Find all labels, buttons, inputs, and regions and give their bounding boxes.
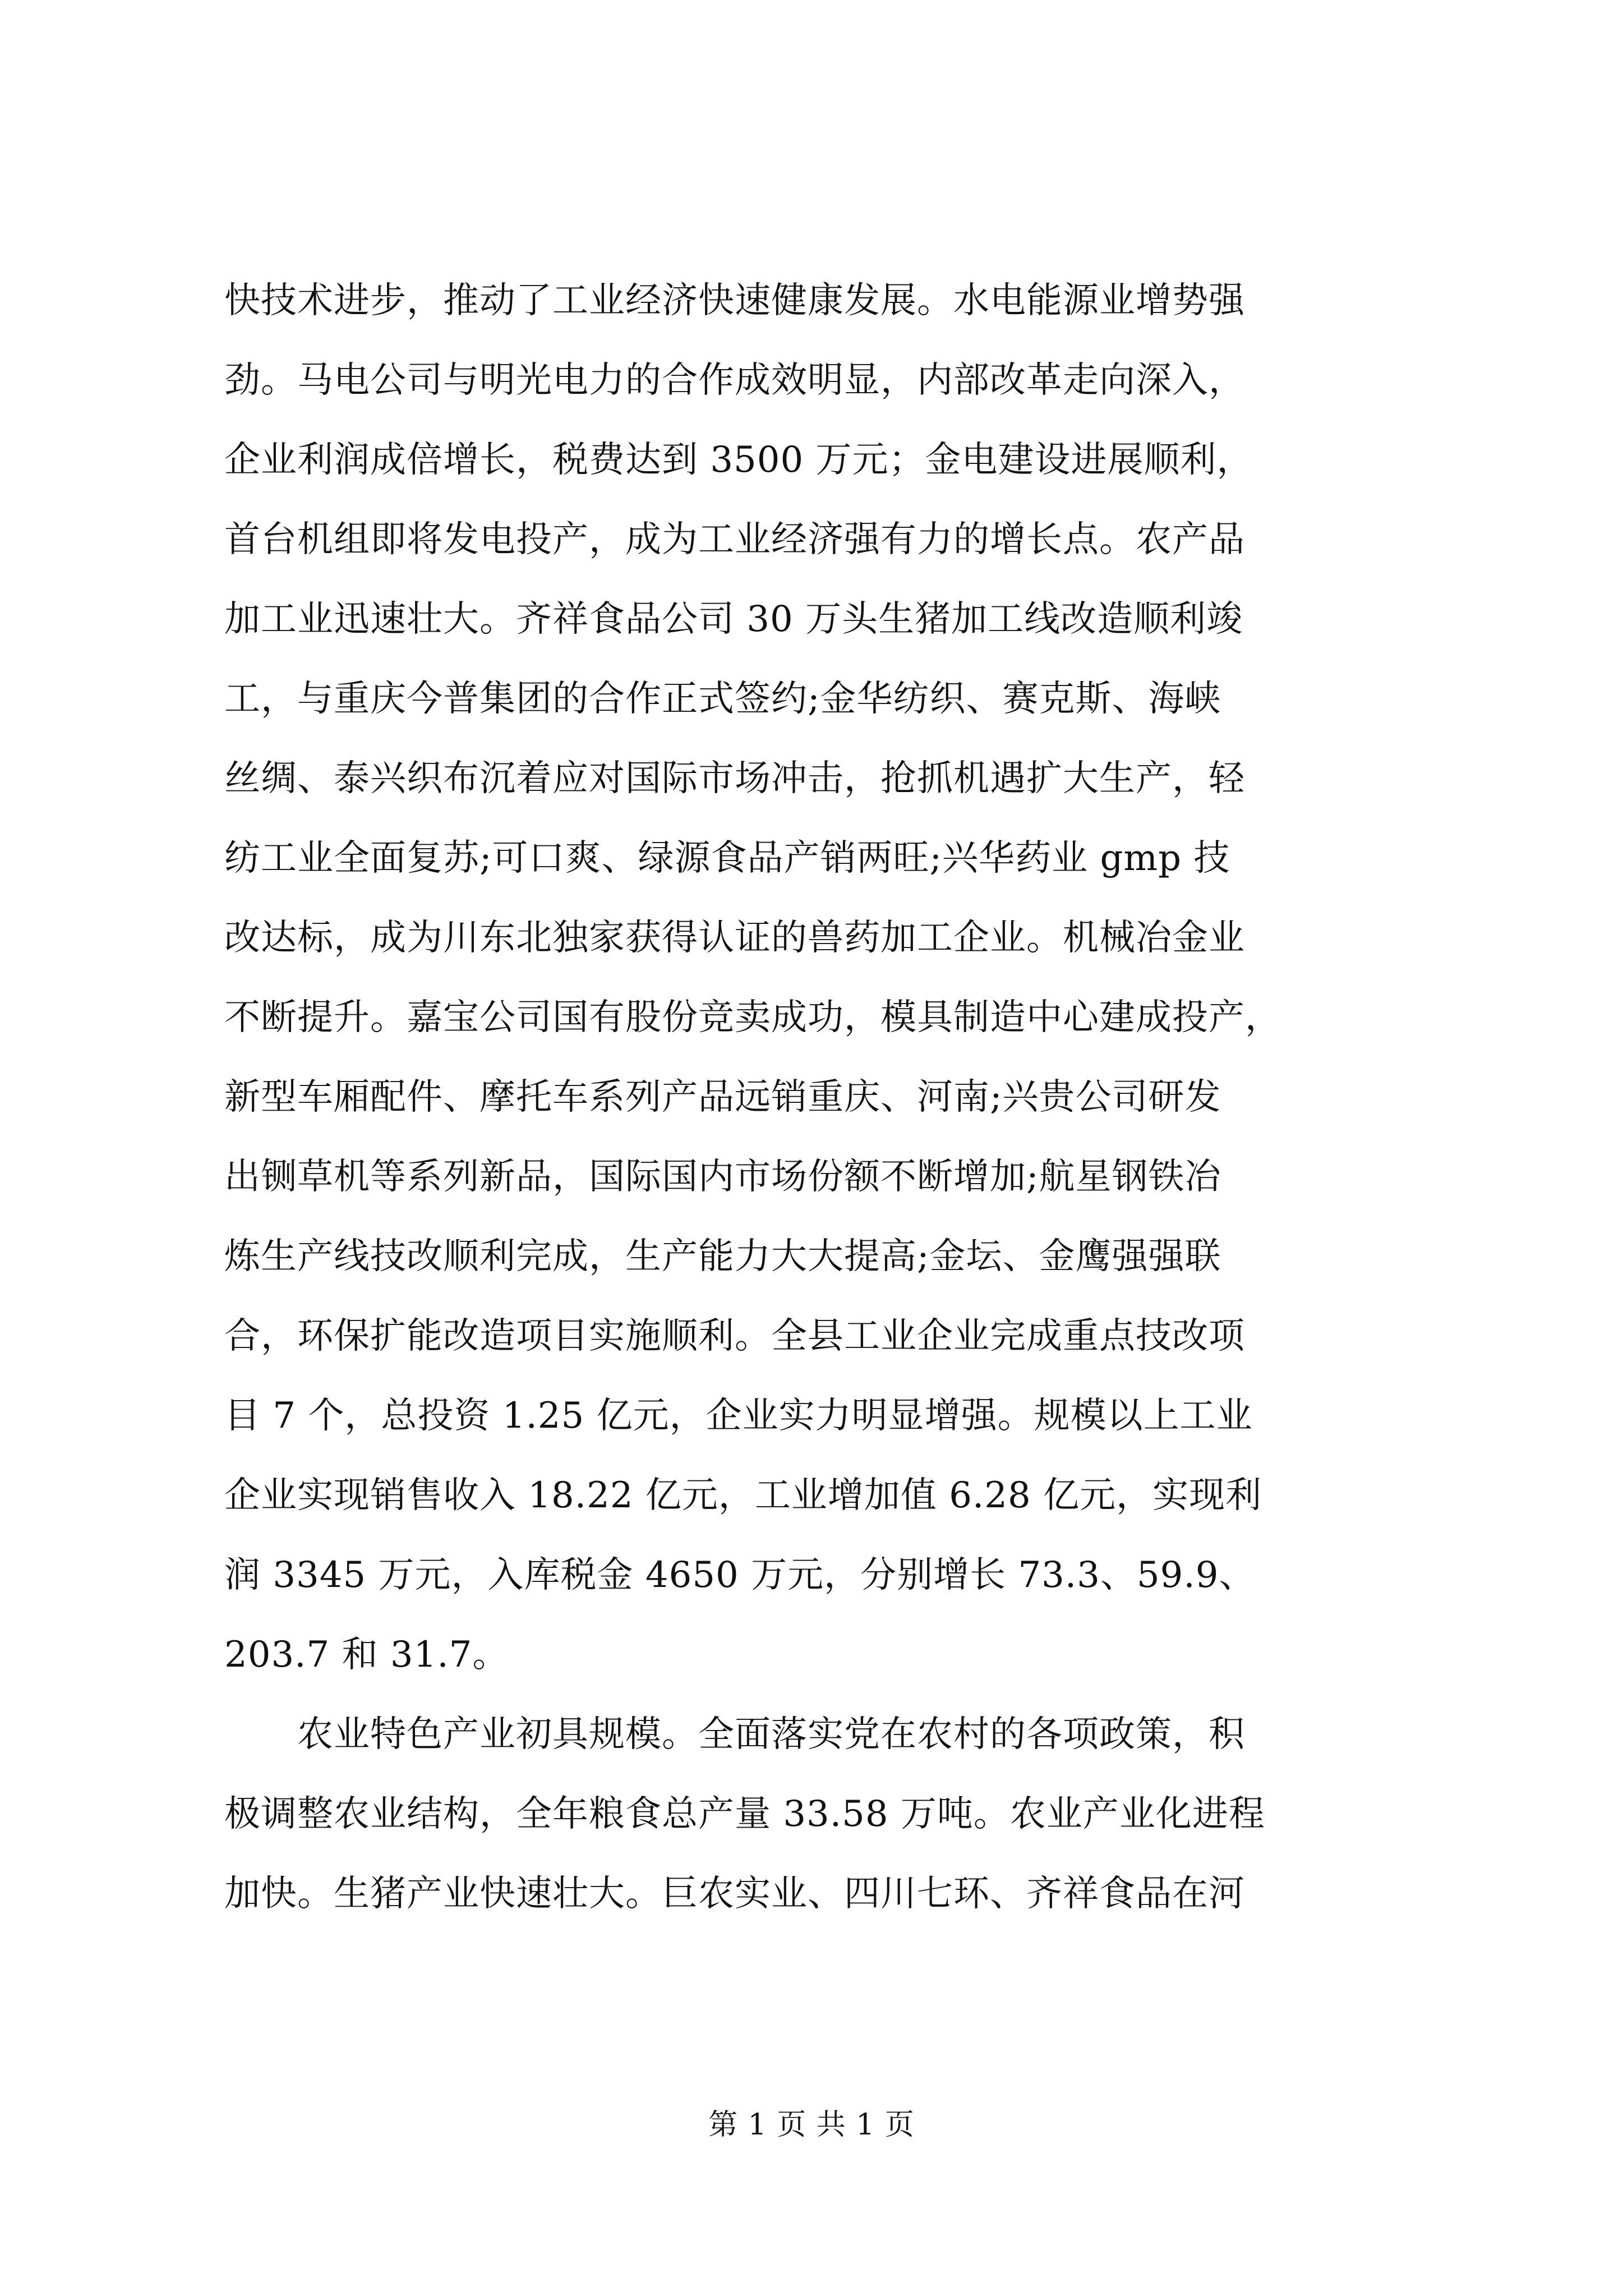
text-line: 劲。马电公司与明光电力的合作成效明显，内部改革走向深入， [224, 360, 1245, 401]
text-line: 纺工业全面复苏;可口爽、绿源食品产销两旺;兴华药业 gmp 技 [224, 838, 1230, 879]
page-footer: 第 1 页 共 1 页 [708, 2108, 915, 2142]
text-line: 加工业迅速壮大。齐祥食品公司 30 万头生猪加工线改造顺利竣 [224, 599, 1243, 640]
text-line: 加快。生猪产业快速壮大。巨农实业、四川七环、齐祥食品在河 [224, 1873, 1245, 1915]
text-line: 企业利润成倍增长，税费达到 3500 万元；金电建设进展顺利， [224, 439, 1253, 481]
text-line: 丝绸、泰兴织布沉着应对国际市场冲击，抢抓机遇扩大生产，轻 [224, 758, 1245, 799]
text-line: 快技术进步，推动了工业经济快速健康发展。水电能源业增势强 [224, 280, 1245, 321]
text-line: 出铡草机等系列新品，国际国内市场份额不断增加;航星钢铁冶 [224, 1156, 1221, 1198]
text-line: 炼生产线技改顺利完成，生产能力大大提高;金坛、金鹰强强联 [224, 1236, 1221, 1277]
body-text [224, 261, 1430, 1934]
paragraph-start-line: 农业特色产业初具规模。全面落实党在农村的各项政策，积 [297, 1714, 1245, 1755]
text-line: 目 7 个，总投资 1.25 亿元，企业实力明显增强。规模以上工业 [224, 1395, 1253, 1437]
text-line: 工，与重庆今普集团的合作正式签约;金华纺织、赛克斯、海峡 [224, 678, 1221, 720]
text-line: 极调整农业结构，全年粮食总产量 33.58 万吨。农业产业化进程 [224, 1793, 1265, 1835]
text-line: 合，环保扩能改造项目实施顺利。全县工业企业完成重点技改项 [224, 1315, 1245, 1357]
text-line: 改达标，成为川东北独家获得认证的兽药加工企业。机械冶金业 [224, 917, 1245, 959]
text-line: 不断提升。嘉宝公司国有股份竞卖成功，模具制造中心建成投产， [224, 997, 1281, 1038]
text-line: 新型车厢配件、摩托车系列产品远销重庆、河南;兴贵公司研发 [224, 1076, 1221, 1118]
text-line: 企业实现销售收入 18.22 亿元，工业增加值 6.28 亿元，实现利 [224, 1475, 1262, 1516]
text-line: 润 3345 万元，入库税金 4650 万元，分别增长 73.3、59.9、 [224, 1554, 1256, 1596]
text-line: 203.7 和 31.7。 [224, 1634, 509, 1676]
text-line: 首台机组即将发电投产，成为工业经济强有力的增长点。农产品 [224, 519, 1245, 560]
